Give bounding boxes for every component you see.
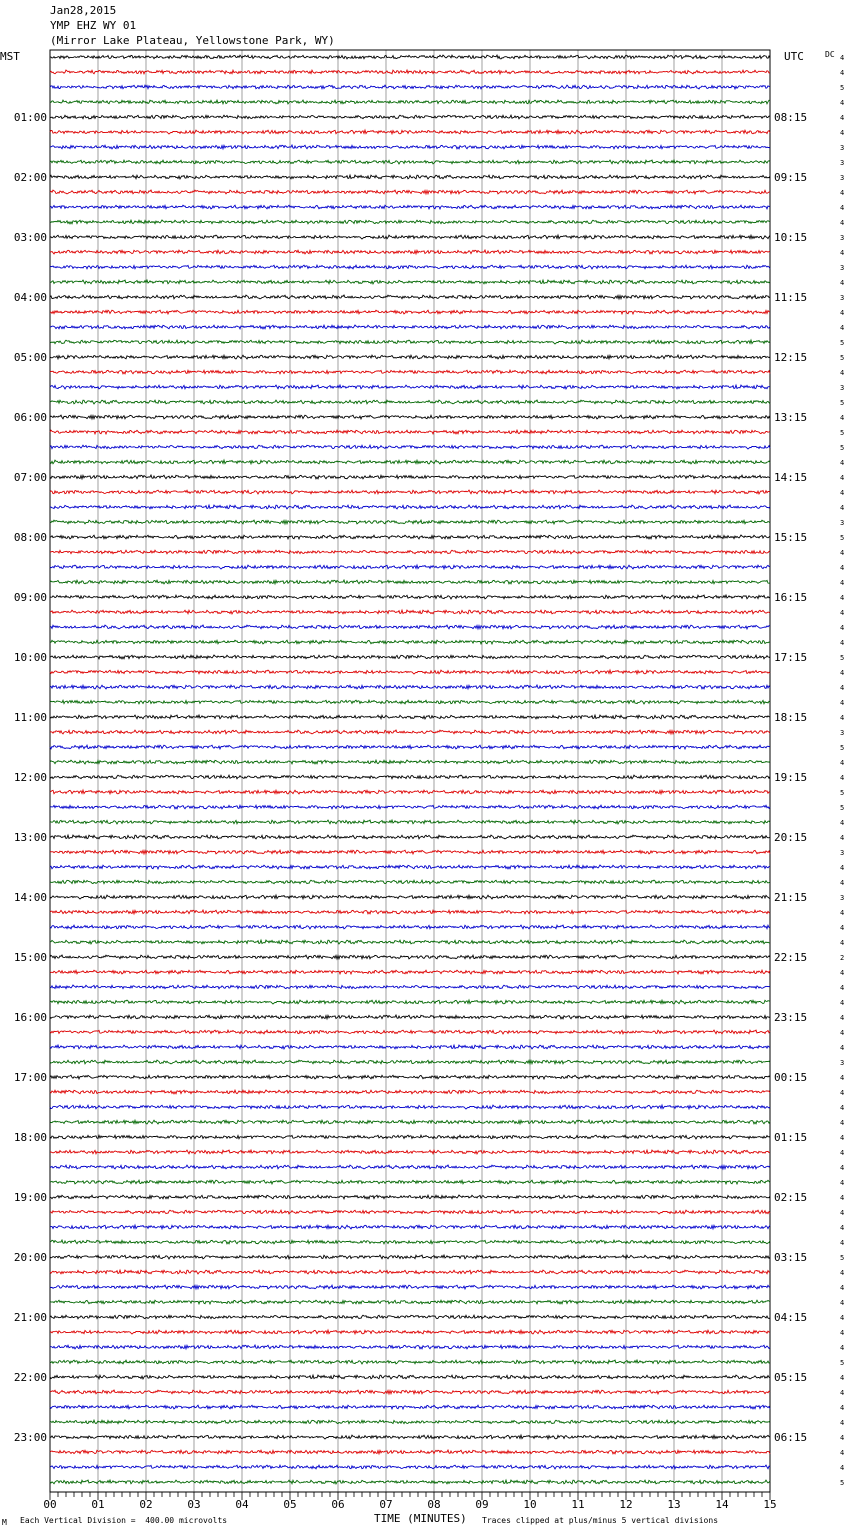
right-hour-label: 08:15 [774,111,808,124]
right-hour-label: 12:15 [774,351,808,364]
dc-offset-value: 5 [840,354,845,362]
seismic-trace [50,925,770,929]
dc-offset-value: 2 [840,954,845,962]
dc-offset-value: 4 [840,129,845,137]
dc-offset-value: 4 [840,594,845,602]
seismic-trace [50,790,770,794]
left-hour-label: 03:00 [13,231,47,244]
right-hour-label: 03:15 [774,1251,808,1264]
seismic-trace [50,670,770,674]
left-hour-label: 09:00 [13,591,47,604]
dc-offset-value: 4 [840,1149,845,1157]
seismic-trace [50,1300,770,1304]
seismic-trace [50,460,770,464]
dc-offset-value: 4 [840,699,845,707]
seismic-trace [50,850,770,854]
right-hour-label: 02:15 [774,1191,808,1204]
dc-offset-value: 5 [840,429,845,437]
x-tick-label: 02 [139,1498,153,1511]
dc-offset-value: 5 [840,804,845,812]
left-hour-label: 18:00 [13,1131,47,1144]
dc-offset-value: 4 [840,1269,845,1277]
left-hour-label: 11:00 [13,711,47,724]
right-hour-label: 13:15 [774,411,808,424]
dc-offset-value: 4 [840,1449,845,1457]
dc-offset-value: 4 [840,924,845,932]
right-hour-label: 17:15 [774,651,808,664]
dc-offset-value: 5 [840,789,845,797]
dc-offset-value: 5 [840,1479,845,1487]
dc-offset-value: 3 [840,174,845,182]
right-hour-label: 01:15 [774,1131,808,1144]
dc-offset-value: 4 [840,684,845,692]
right-hour-label: 23:15 [774,1011,808,1024]
dc-offset-value: 4 [840,1089,845,1097]
dc-offset-value: 4 [840,414,845,422]
dc-offset-value: 4 [840,909,845,917]
seismic-trace [50,1210,770,1214]
seismic-trace [50,910,770,914]
right-hour-label: 05:15 [774,1371,808,1384]
seismic-trace [50,625,770,629]
dc-offset-value: 3 [840,1059,845,1067]
seismic-trace [50,880,770,884]
seismic-trace [50,325,770,329]
x-tick-label: 06 [331,1498,345,1511]
dc-offset-value: 4 [840,1419,845,1427]
dc-offset-value: 5 [840,1359,845,1367]
dc-offset-value: 4 [840,609,845,617]
dc-offset-value: 3 [840,264,845,272]
dc-offset-value: 4 [840,714,845,722]
seismic-trace [50,1150,770,1154]
seismic-trace [50,145,770,149]
dc-label: DC [825,50,835,59]
seismic-trace [50,1165,770,1169]
seismic-trace [50,1015,770,1019]
dc-offset-value: 4 [840,1389,845,1397]
dc-offset-value: 4 [840,969,845,977]
seismic-trace [50,400,770,404]
dc-offset-value: 5 [840,339,845,347]
right-hour-label: 21:15 [774,891,808,904]
dc-offset-value: 4 [840,1194,845,1202]
seismic-trace [50,280,770,284]
x-tick-label: 12 [619,1498,633,1511]
scale-note: Each Vertical Division = 400.00 microvolts [20,1516,228,1525]
scale-mark: M [2,1518,7,1527]
seismic-trace [50,805,770,809]
seismic-trace [50,520,770,524]
seismic-trace [50,1225,770,1229]
seismic-trace [50,655,770,659]
seismic-trace [50,310,770,314]
x-tick-label: 10 [523,1498,537,1511]
seismic-trace [50,295,770,299]
seismic-trace [50,715,770,719]
seismic-trace [50,700,770,704]
seismic-trace [50,340,770,344]
seismic-trace [50,1435,770,1439]
dc-offset-value: 3 [840,849,845,857]
dc-offset-value: 4 [840,369,845,377]
x-axis-label: TIME (MINUTES) [374,1512,467,1525]
seismic-trace [50,220,770,224]
right-hour-label: 06:15 [774,1431,808,1444]
left-hour-label: 17:00 [13,1071,47,1084]
seismic-trace [50,1000,770,1004]
seismic-trace [50,85,770,89]
dc-offset-value: 4 [840,984,845,992]
dc-offset-value: 4 [840,999,845,1007]
station-label: YMP EHZ WY 01 [50,19,137,32]
left-zone-label: MST [0,50,20,63]
seismic-trace [50,835,770,839]
x-tick-label: 14 [715,1498,729,1511]
right-hour-label: 22:15 [774,951,808,964]
seismic-trace [50,475,770,479]
dc-offset-value: 4 [840,474,845,482]
seismic-trace [50,445,770,449]
dc-offset-value: 4 [840,114,845,122]
dc-offset-value: 4 [840,624,845,632]
dc-offset-value: 4 [840,1374,845,1382]
dc-offset-value: 4 [840,1284,845,1292]
right-hour-label: 18:15 [774,711,808,724]
seismic-trace [50,985,770,989]
dc-offset-value: 4 [840,1029,845,1037]
right-hour-label: 11:15 [774,291,808,304]
left-hour-label: 12:00 [13,771,47,784]
seismic-trace [50,1135,770,1139]
right-hour-label: 09:15 [774,171,808,184]
right-zone-label: UTC [784,50,804,63]
seismic-trace [50,265,770,269]
dc-offset-value: 4 [840,69,845,77]
seismic-trace [50,1450,770,1454]
left-hour-label: 07:00 [13,471,47,484]
dc-offset-value: 4 [840,564,845,572]
x-tick-label: 04 [235,1498,249,1511]
seismic-trace [50,1180,770,1184]
seismic-trace [50,1030,770,1034]
left-hour-label: 14:00 [13,891,47,904]
seismic-trace [50,55,770,59]
dc-offset-value: 4 [840,834,845,842]
seismic-trace [50,1480,770,1484]
right-hour-label: 00:15 [774,1071,808,1084]
seismic-trace [50,1075,770,1079]
dc-offset-value: 4 [840,1164,845,1172]
dc-offset-value: 4 [840,459,845,467]
dc-offset-value: 4 [840,774,845,782]
dc-offset-value: 4 [840,1209,845,1217]
seismic-trace [50,1195,770,1199]
dc-offset-value: 4 [840,1434,845,1442]
seismic-trace [50,190,770,194]
seismic-trace [50,250,770,254]
seismic-trace [50,1375,770,1379]
seismic-trace [50,130,770,134]
left-hour-label: 08:00 [13,531,47,544]
dc-offset-value: 4 [840,1299,845,1307]
seismic-trace [50,1120,770,1124]
dc-offset-value: 5 [840,399,845,407]
seismic-trace [50,685,770,689]
left-hour-label: 06:00 [13,411,47,424]
dc-offset-value: 4 [840,219,845,227]
dc-offset-value: 4 [840,309,845,317]
dc-offset-value: 4 [840,939,845,947]
dc-offset-value: 5 [840,84,845,92]
left-hour-label: 10:00 [13,651,47,664]
dc-offset-value: 3 [840,384,845,392]
dc-offset-value: 4 [840,1104,845,1112]
seismic-trace [50,70,770,74]
x-tick-label: 07 [379,1498,393,1511]
dc-offset-value: 3 [840,519,845,527]
dc-offset-value: 3 [840,159,845,167]
dc-offset-value: 3 [840,234,845,242]
seismic-trace [50,1465,770,1469]
x-tick-label: 08 [427,1498,441,1511]
dc-offset-value: 4 [840,819,845,827]
left-hour-label: 13:00 [13,831,47,844]
seismic-trace [50,1240,770,1244]
dc-offset-value: 4 [840,1134,845,1142]
seismic-trace [50,775,770,779]
dc-offset-value: 4 [840,669,845,677]
right-hour-label: 10:15 [774,231,808,244]
seismic-trace [50,895,770,899]
left-hour-label: 04:00 [13,291,47,304]
seismic-trace [50,355,770,359]
x-tick-label: 01 [91,1498,105,1511]
seismic-trace [50,550,770,554]
seismic-trace [50,940,770,944]
seismic-trace [50,415,770,419]
right-hour-label: 04:15 [774,1311,808,1324]
x-tick-label: 15 [763,1498,777,1511]
left-hour-label: 22:00 [13,1371,47,1384]
x-tick-label: 09 [475,1498,489,1511]
seismic-trace [50,1420,770,1424]
seismic-trace [50,1315,770,1319]
seismic-trace [50,100,770,104]
dc-offset-value: 4 [840,1239,845,1247]
seismic-trace [50,1330,770,1334]
seismic-trace [50,205,770,209]
dc-offset-value: 4 [840,879,845,887]
location-label: (Mirror Lake Plateau, Yellowstone Park, WY) [50,34,335,47]
dc-offset-value: 3 [840,294,845,302]
seismic-trace [50,580,770,584]
dc-offset-value: 4 [840,1464,845,1472]
seismic-trace [50,1360,770,1364]
seismic-trace [50,1345,770,1349]
dc-offset-value: 4 [840,489,845,497]
dc-offset-value: 4 [840,249,845,257]
dc-offset-value: 3 [840,144,845,152]
dc-offset-value: 4 [840,1329,845,1337]
dc-offset-value: 5 [840,654,845,662]
left-hour-label: 01:00 [13,111,47,124]
dc-offset-value: 4 [840,504,845,512]
dc-offset-value: 4 [840,579,845,587]
seismic-trace [50,865,770,869]
x-tick-label: 05 [283,1498,297,1511]
dc-offset-value: 4 [840,1224,845,1232]
seismic-trace [50,535,770,539]
dc-offset-value: 5 [840,444,845,452]
dc-offset-value: 5 [840,744,845,752]
dc-offset-value: 4 [840,324,845,332]
seismic-trace [50,1405,770,1409]
seismic-trace [50,730,770,734]
left-hour-label: 20:00 [13,1251,47,1264]
dc-offset-value: 5 [840,534,845,542]
seismic-trace [50,1105,770,1109]
x-tick-label: 11 [571,1498,585,1511]
dc-offset-value: 4 [840,549,845,557]
seismic-trace [50,820,770,824]
seismic-trace [50,610,770,614]
right-hour-label: 20:15 [774,831,808,844]
x-tick-label: 03 [187,1498,201,1511]
seismic-trace [50,970,770,974]
dc-offset-value: 3 [840,729,845,737]
dc-offset-value: 4 [840,1344,845,1352]
dc-offset-value: 4 [840,639,845,647]
date-label: Jan28,2015 [50,4,117,17]
dc-offset-value: 4 [840,1044,845,1052]
right-hour-label: 16:15 [774,591,808,604]
right-hour-label: 15:15 [774,531,808,544]
dc-offset-value: 4 [840,1119,845,1127]
seismic-trace [50,115,770,119]
seismic-trace [50,595,770,599]
dc-offset-value: 4 [840,1404,845,1412]
seismic-trace [50,1060,770,1064]
seismic-trace [50,1390,770,1394]
left-hour-label: 15:00 [13,951,47,964]
seismic-trace [50,1045,770,1049]
dc-offset-value: 4 [840,99,845,107]
seismic-trace [50,1090,770,1094]
x-tick-label: 13 [667,1498,681,1511]
seismic-trace [50,760,770,764]
dc-offset-value: 4 [840,864,845,872]
right-hour-label: 19:15 [774,771,808,784]
seismic-trace [50,370,770,374]
seismic-trace [50,565,770,569]
seismic-trace [50,175,770,179]
seismic-trace [50,160,770,164]
left-hour-label: 23:00 [13,1431,47,1444]
clip-note: Traces clipped at plus/minus 5 vertical divisions [482,1516,719,1525]
seismic-trace [50,955,770,959]
dc-offset-value: 4 [840,189,845,197]
seismic-trace [50,1270,770,1274]
dc-offset-value: 4 [840,1314,845,1322]
seismic-trace [50,235,770,239]
dc-offset-value: 3 [840,894,845,902]
seismic-trace [50,1285,770,1289]
left-hour-label: 21:00 [13,1311,47,1324]
seismic-trace [50,1255,770,1259]
seismic-trace [50,490,770,494]
dc-offset-value: 4 [840,1014,845,1022]
dc-offset-value: 4 [840,1074,845,1082]
right-hour-label: 14:15 [774,471,808,484]
dc-offset-value: 4 [840,1179,845,1187]
left-hour-label: 16:00 [13,1011,47,1024]
dc-offset-value: 4 [840,279,845,287]
left-hour-label: 02:00 [13,171,47,184]
left-hour-label: 05:00 [13,351,47,364]
x-tick-label: 00 [43,1498,57,1511]
seismic-trace [50,745,770,749]
left-hour-label: 19:00 [13,1191,47,1204]
dc-offset-value: 4 [840,204,845,212]
seismic-trace [50,505,770,509]
dc-offset-value: 5 [840,1254,845,1262]
seismic-trace [50,640,770,644]
dc-offset-value: 4 [840,54,845,62]
seismic-trace [50,385,770,389]
seismic-trace [50,430,770,434]
dc-offset-value: 4 [840,759,845,767]
